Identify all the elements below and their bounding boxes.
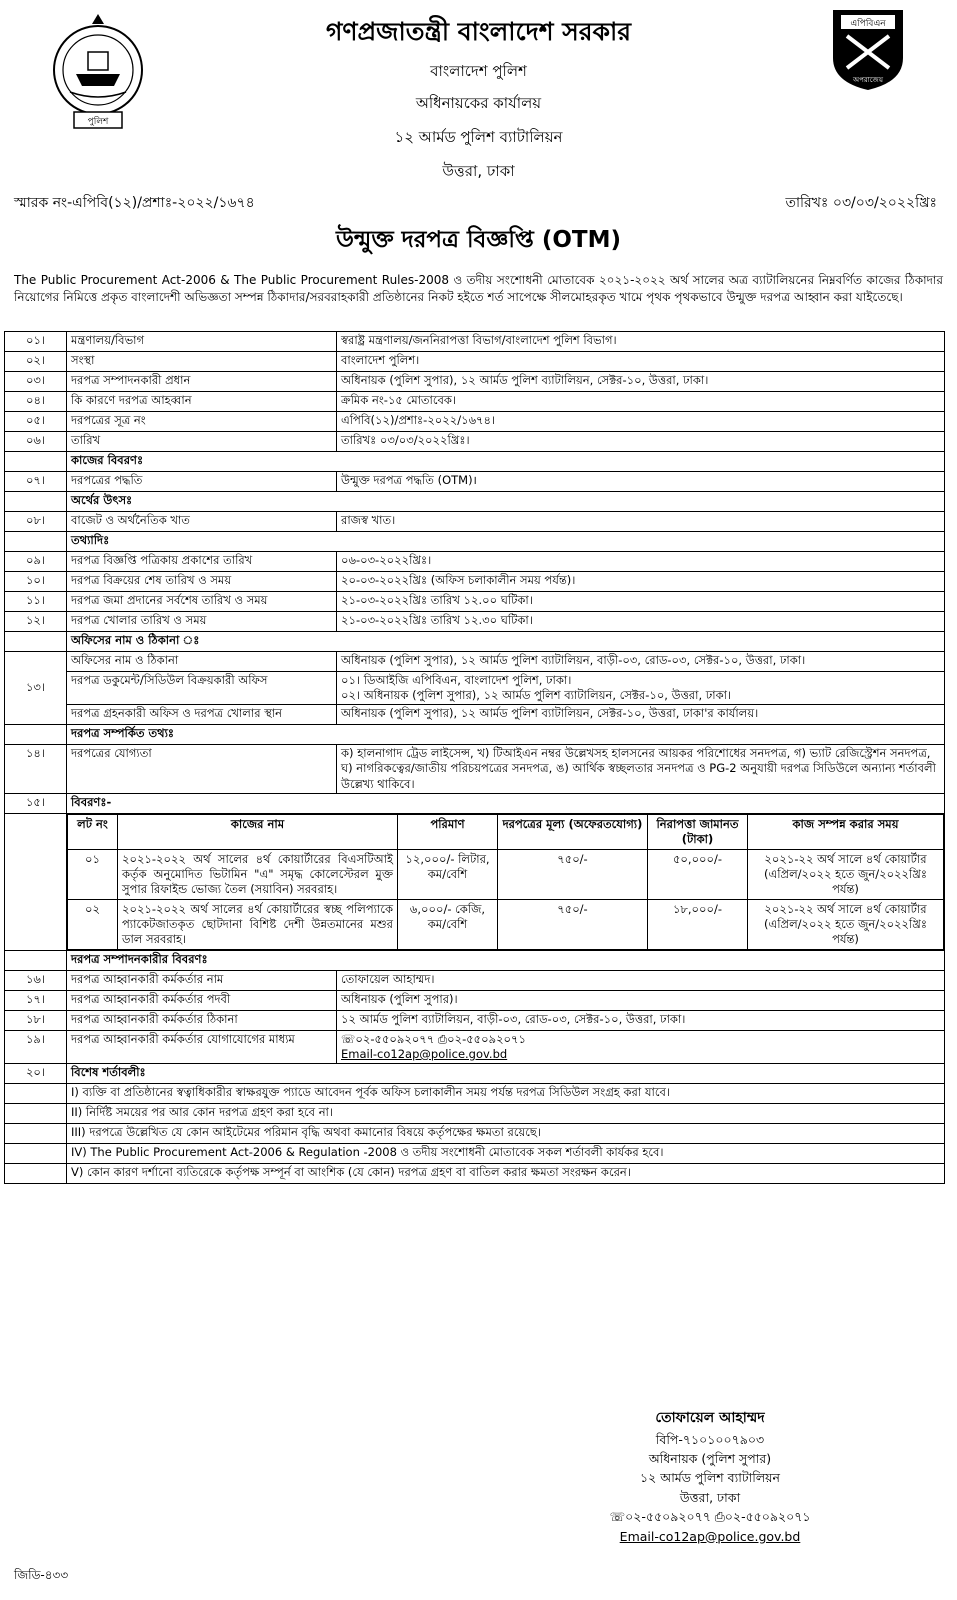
apbn-logo [825,6,911,92]
row-label: বিবরণঃ- [67,794,945,814]
schedule-office-2: ০২। অধিনায়ক (পুলিশ সুপার), ১২ আর্মড পুলিশ ব্যাটালিয়ন, সেক্টর-১০, উত্তরা, ঢাকা। [341,687,732,702]
left-logo-text: পুলিশ [87,117,109,127]
row-label: দরপত্র আহ্বানকারী কর্মকর্তার যোগাযোগের মাধ্যম [67,1030,337,1063]
lot-number: ০২ [68,900,118,950]
condition-item: IV) The Public Procurement Act-2006 & Regulation -2008 ও তদীয় সংশোধনী মোতাবেক সকল শর্তাবলী কার্যকর হবে। [67,1143,945,1163]
row-value: ২১-০৩-২০২২খ্রিঃ তারিখ ১২.৩০ ঘটিকা। [337,612,945,632]
contact-email-link[interactable]: Email-co12ap@police.gov.bd [341,1046,508,1061]
row-value: তারিখঃ ০৩/০৩/২০২২খ্রিঃ। [337,432,945,452]
table-row [5,744,945,794]
lot-time: ২০২১-২২ অর্থ সালে ৪র্থ কোয়ার্টার (এপ্রিল/২০২২ হতে জুন/২০২২খ্রিঃ পর্যন্ত) [748,900,944,950]
table-row [5,592,945,612]
row-label: দরপত্র জমা প্রদানের সর্বশেষ তারিখ ও সময় [67,592,337,612]
signature-block [560,1408,860,1546]
section-row [5,452,945,472]
serial: ১৪। [5,744,67,794]
section-work-heading: কাজের বিবরণঃ [67,452,945,472]
row-value: অধিনায়ক (পুলিশ সুপার), ১২ আর্মড পুলিশ ব্যাটালিয়ন, সেক্টর-১০, উত্তরা, ঢাকা। [337,372,945,392]
row-label: তারিখ [67,432,337,452]
row-label: দরপত্র আহ্বানকারী কর্মকর্তার নাম [67,970,337,990]
works-header-price: দরপত্রের মূল্য (অফেরতযোগ্য) [498,815,648,850]
condition-row [5,1123,945,1143]
row-label: সংস্থা [67,352,337,372]
works-header-work: কাজের নাম [118,815,398,850]
row-value-multi [337,1030,945,1063]
table-row [5,352,945,372]
signatory-place: উত্তরা, ঢাকা [679,1489,741,1505]
schedule-office-1: ০১। ডিআইজি এপিবিএন, বাংলাদেশ পুলিশ, ঢাকা। [341,673,572,687]
table-row [5,1063,945,1083]
row-value: রাজস্ব খাত। [337,512,945,532]
condition-item: III) দরপত্রে উল্লেখিত যে কোন আইটেমের পরিমান বৃদ্ধি অথবা কমানোর বিষয়ে কর্তৃপক্ষের ক্ষমতা রয়েছে। [67,1123,945,1143]
row-value-multi [337,672,945,705]
row-value: এপিবি(১২)/প্রশাঃ-২০২২/১৬৭৪। [337,412,945,432]
section-row [5,950,945,970]
table-row [5,1030,945,1063]
serial: ১৬। [5,970,67,990]
works-row [5,814,945,951]
row-value: অধিনায়ক (পুলিশ সুপার), ১২ আর্মড পুলিশ ব্যাটালিয়ন, সেক্টর-১০, উত্তরা, ঢাকা'র কার্যালয়। [337,704,945,724]
lot-time: ২০২১-২২ অর্থ সালে ৪র্থ কোয়ার্টার (এপ্রিল/২০২২ হতে জুন/২০২২খ্রিঃ পর্যন্ত) [748,850,944,900]
section-row [5,532,945,552]
row-value: ১২ আর্মড পুলিশ ব্যাটালিয়ন, বাড়ী-০৩, রোড-০৩, সেক্টর-১০, উত্তরা, ঢাকা। [337,1010,945,1030]
table-row [5,1010,945,1030]
row-label: দরপত্রের পদ্ধতি [67,472,337,492]
condition-item: I) ব্যক্তি বা প্রতিষ্ঠানের স্বত্বাধিকারীর স্বাক্ষরযুক্ত প্যাডে আবেদন পূর্বক অফিস চলাকালীন সময় পর্যন্ত দরপত্র সিডিউল সংগ্রহ করা যাবে। [67,1083,945,1103]
table-row [5,970,945,990]
table-row [5,672,945,705]
right-logo-top-text: এপিবিএন [850,19,886,29]
condition-item: II) নির্দিষ্ট সময়ের পর আর কোন দরপত্র গ্রহণ করা হবে না। [67,1103,945,1123]
tender-details-table [4,331,945,1184]
condition-row [5,1083,945,1103]
header-line-office: অধিনায়কের কার্যালয় [415,94,542,112]
section-fund-heading: অর্থের উৎসঃ [67,492,945,512]
works-lot-row [68,850,944,900]
table-row [5,472,945,492]
row-label: দরপত্র বিজ্ঞপ্তি পত্রিকায় প্রকাশের তারিখ [67,552,337,572]
header-line-battalion: ১২ আর্মড পুলিশ ব্যাটালিয়ন [394,128,563,146]
serial: ১৮। [5,1010,67,1030]
lot-qty: ৬,০০০/- কেজি, কম/বেশি [398,900,498,950]
table-row [5,572,945,592]
serial: ০৭। [5,472,67,492]
section-office-heading: অফিসের নাম ও ঠিকানা ঃ [67,632,945,652]
works-lot-row [68,900,944,950]
serial: ০৪। [5,392,67,412]
serial: ১৭। [5,990,67,1010]
row-label: বাজেট ও অর্থনৈতিক খাত [67,512,337,532]
serial: ১৩। [5,652,67,725]
notice-title: উন্মুক্ত দরপত্র বিজ্ঞপ্তি (OTM) [336,227,621,253]
row-label: দরপত্র খোলার তারিখ ও সময় [67,612,337,632]
section-row [5,632,945,652]
section-officer-heading: দরপত্র সম্পাদনকারীর বিবরণঃ [67,950,945,970]
table-row [5,432,945,452]
government-title: গণপ্রজাতন্ত্রী বাংলাদেশ সরকার [326,17,631,46]
signatory-bp: বিপি-৭১০১০০৭৯০৩ [655,1431,765,1447]
row-value: ২০-০৩-২০২২খ্রিঃ (অফিস চলাকালীন সময় পর্যন্ত)। [337,572,945,592]
works-header-qty: পরিমাণ [398,815,498,850]
serial: ০৬। [5,432,67,452]
table-row [5,652,945,672]
row-label: দরপত্র গ্রহনকারী অফিস ও দরপত্র খোলার স্থান [67,704,337,724]
contact-phone: ☏০২-৫৫০৯২০৭৭ ⎙০২-৫৫০৯২০৭১ [341,1031,526,1046]
header [10,0,947,190]
row-label: দরপত্রের যোগ্যতা [67,744,337,794]
notice-date: তারিখঃ ০৩/০৩/২০২২খ্রিঃ [785,195,937,211]
row-value: ২১-০৩-২০২২খ্রিঃ তারিখ ১২.০০ ঘটিকা। [337,592,945,612]
serial: ১০। [5,572,67,592]
row-value: ক্রমিক নং-১৫ মোতাবেক। [337,392,945,412]
works-header-security: নিরাপত্তা জামানত (টাকা) [648,815,748,850]
lot-security: ৫০,০০০/- [648,850,748,900]
table-row [5,612,945,632]
header-line-location: উত্তরা, ঢাকা [442,162,515,180]
serial: ০৮। [5,512,67,532]
works-table [67,814,944,950]
lot-price: ৭৫০/- [498,850,648,900]
row-value: অধিনায়ক (পুলিশ সুপার)। [337,990,945,1010]
right-logo-bottom-text: অপরাজেয় [853,76,883,84]
section-tender-heading: দরপত্র সম্পর্কিত তথ্যঃ [67,724,945,744]
serial: ১১। [5,592,67,612]
signatory-designation: অধিনায়ক (পুলিশ সুপার) [648,1451,772,1467]
signatory-phone: ☏০২-৫৫০৯২০৭৭ ⎙০২-৫৫০৯২০৭১ [609,1509,811,1525]
section-info-heading: তথ্যাদিঃ [67,532,945,552]
row-label: দরপত্র আহ্বানকারী কর্মকর্তার ঠিকানা [67,1010,337,1030]
header-line-police: বাংলাদেশ পুলিশ [430,62,527,80]
section-row [5,724,945,744]
row-value: স্বরাষ্ট্র মন্ত্রণালয়/জননিরাপত্তা বিভাগ/বাংলাদেশ পুলিশ বিভাগ। [337,332,945,352]
memo-number: স্মারক নং-এপিবি(১২)/প্রশাঃ-২০২২/১৬৭৪ [14,195,255,211]
row-label: অফিসের নাম ও ঠিকানা [67,652,337,672]
works-header-time: কাজ সম্পন্ন করার সময় [748,815,944,850]
row-value: বাংলাদেশ পুলিশ। [337,352,945,372]
row-value: অধিনায়ক (পুলিশ সুপার), ১২ আর্মড পুলিশ ব্যাটালিয়ন, বাড়ী-০৩, রোড-০৩, সেক্টর-১০, উত্তরা, ঢাকা। [337,652,945,672]
eligibility-text: ক) হালনাগাদ ট্রেড লাইসেন্স, খ) টিআইএন নম্বর উল্লেখসহ হালসনের আয়কর পরিশোধের সনদপত্র, গ) ভ্যাট রেজিস্ট্রেশন সনদপত্র, ঘ) নাগরিকত্বের/জাতীয় পরিচয়পত্রের সনদপত্র, ঙ) আর্থিক স্বচ্ছলতার সনদপত্র ও PG-2 অনুযায়ী দরপত্র সিডিউলে অন্যান্য শর্তাবলী উল্লেখ্য থাকিবে। [337,744,945,794]
lot-security: ১৮,০০০/- [648,900,748,950]
serial: ১২। [5,612,67,632]
serial: ০৩। [5,372,67,392]
serial: ০২। [5,352,67,372]
condition-row [5,1103,945,1123]
row-label: দরপত্র বিক্রয়ের শেষ তারিখ ও সময় [67,572,337,592]
table-row [5,412,945,432]
section-row [5,492,945,512]
condition-row [5,1143,945,1163]
signatory-email-link[interactable]: Email-co12ap@police.gov.bd [619,1528,801,1544]
lot-number: ০১ [68,850,118,900]
row-value: উন্মুক্ত দরপত্র পদ্ধতি (OTM)। [337,472,945,492]
signatory-name: তোফায়েল আহাম্মদ [655,1410,765,1426]
row-value: তোফায়েল আহাম্মদ। [337,970,945,990]
serial: ০১। [5,332,67,352]
table-row [5,392,945,412]
works-header-lot: লট নং [68,815,118,850]
row-label: দরপত্র ডকুমেন্ট/সিডিউল বিক্রয়কারী অফিস [67,672,337,705]
table-row [5,990,945,1010]
table-row [5,512,945,532]
gd-number: জিডি-৪৩৩ [14,1568,69,1582]
row-label: দরপত্র সম্পাদনকারী প্রধান [67,372,337,392]
lot-work: ২০২১-২০২২ অর্থ সালের ৪র্থ কোয়ার্টারের বিএসটিআই কর্তৃক অনুমোদিত ভিটামিন "এ" সমৃদ্ধ কোলেস্টেরল মুক্ত সুপার রিফাইন্ড ভোজ্য তৈল (সয়াবিন) সরবরাহ। [118,850,398,900]
serial: ১৯। [5,1030,67,1063]
lot-work: ২০২১-২০২২ অর্থ সালের ৪র্থ কোয়ার্টারের স্বচ্ছ পলিপ্যাকে প্যাকেটজাতকৃত ছোটদানা বিশিষ্ট দেশী উন্নতমানের মশুর ডাল সরবরাহ। [118,900,398,950]
table-row [5,332,945,352]
table-row [5,552,945,572]
row-label: বিশেষ শর্তাবলীঃ [67,1063,945,1083]
row-label: কি কারণে দরপত্র আহব্বান [67,392,337,412]
serial: ০৯। [5,552,67,572]
row-label: দরপত্রের সূত্র নং [67,412,337,432]
serial: ০৫। [5,412,67,432]
works-header-row [68,815,944,850]
table-row [5,372,945,392]
row-label: দরপত্র আহ্বানকারী কর্মকর্তার পদবী [67,990,337,1010]
intro-paragraph: The Public Procurement Act-2006 & The Public Procurement Rules-2008 ও তদীয় সংশোধনী মোতাবেক ২০২১-২০২২ অর্থ সালের অত্র ব্যাটালিয়নের নিম্নবর্ণিত কাজের ঠিকাদার নিয়োগের নিমিত্তে প্রকৃত বাংলাদেশী অভিজ্ঞতা সম্পন্ন ঠিকাদার/সরবরাহকারী প্রতিষ্ঠানের নিকট হইতে শর্ত সাপেক্ষে সীলমোহরকৃত খামে পৃথক পৃথকভাবে উন্মুক্ত দরপত্র আহ্বান করা যাইতেছে। [14,273,943,305]
serial: ১৫। [5,794,67,814]
lot-price: ৭৫০/- [498,900,648,950]
condition-row [5,1163,945,1183]
condition-item: V) কোন কারণ দর্শানো ব্যতিরেকে কর্তৃপক্ষ সম্পূর্ন বা আংশিক (যে কোন) দরপত্র গ্রহণ বা বাতিল করার ক্ষমতা সংরক্ষন করেন। [67,1163,945,1183]
serial: ২০। [5,1063,67,1083]
signatory-unit: ১২ আর্মড পুলিশ ব্যাটালিয়ন [639,1470,780,1486]
row-label: মন্ত্রণালয়/বিভাগ [67,332,337,352]
row-value: ০৬-০৩-২০২২খ্রিঃ। [337,552,945,572]
table-row [5,704,945,724]
table-row [5,794,945,814]
lot-qty: ১২,০০০/- লিটার, কম/বেশি [398,850,498,900]
